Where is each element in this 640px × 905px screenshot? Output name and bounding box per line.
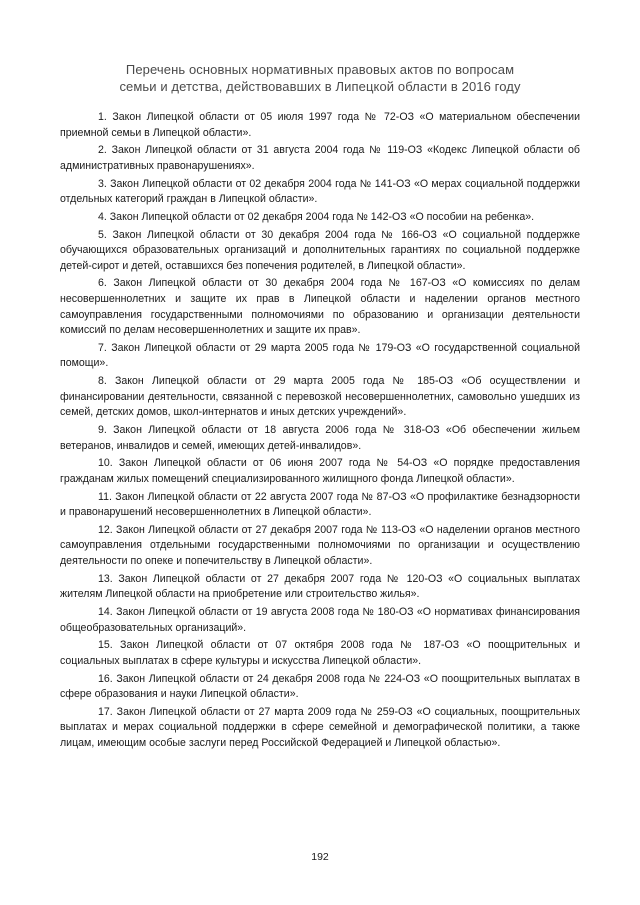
page-number: 192 xyxy=(311,851,329,863)
list-item: 15. Закон Липецкой области от 07 октября 2008 года № 187-ОЗ «О поощрительных и социальных выплатах в сфере культуры и искусства Липецкой области». xyxy=(60,639,580,667)
list-item: 5. Закон Липецкой области от 30 декабря 2004 года № 166-ОЗ «О социальной поддержке обучающихся образовательных организаций и дополнительных гарантиях по социальной поддержке детей-сирот и детей, оставшихся без попечения родителей, в Липецкой области». xyxy=(60,228,580,272)
list-item: 11. Закон Липецкой области от 22 августа 2007 года № 87-ОЗ «О профилактике безнадзорности и правонарушений несовершеннолетних в Липецкой области». xyxy=(60,490,580,519)
list-item: 7. Закон Липецкой области от 29 марта 2005 года № 179-ОЗ «О государственной социальной помощи». xyxy=(60,341,580,370)
list-item: 12. Закон Липецкой области от 27 декабря 2007 года № 113-ОЗ «О наделении органов местного самоуправления отдельными государственными полномочиями по организации и осуществлению деятельности по опеке и попечительству в Липецкой области». xyxy=(60,523,580,568)
page-title xyxy=(60,61,580,95)
list-item: 17. Закон Липецкой области от 27 марта 2009 года № 259-ОЗ «О социальных, поощрительных выплатах и мерах социальной поддержки в сфере семейной и демографической политики, а также лицам, имеющим особые заслуги перед Российской Федерацией и Липецкой областью». xyxy=(60,705,580,750)
list-item: 10. Закон Липецкой области от 06 июня 2007 года № 54-ОЗ «О порядке предоставления гражданам жилых помещений специализированного жилищного фонда Липецкой области». xyxy=(60,457,580,485)
list-item: 2. Закон Липецкой области от 31 августа 2004 года № 119-ОЗ «Кодекс Липецкой области об административных правонарушениях». xyxy=(60,144,580,172)
list-item: 6. Закон Липецкой области от 30 декабря 2004 года № 167-ОЗ «О комиссиях по делам несовершеннолетних и защите их прав в Липецкой области и наделении органов местного самоуправления государственными полномочиями по образованию и организации деятельности комиссий по делам несовершеннолетних и защите их прав». xyxy=(60,277,580,337)
list-item: 3. Закон Липецкой области от 02 декабря 2004 года № 141-ОЗ «О мерах социальной поддержки отдельных категорий граждан в Липецкой области». xyxy=(60,177,580,206)
list-item: 9. Закон Липецкой области от 18 августа 2006 года № 318-ОЗ «Об обеспечении жильем ветеранов, инвалидов и семей, имеющих детей-инвалидов». xyxy=(60,424,580,452)
list-item: 1. Закон Липецкой области от 05 июля 1997 года № 72-ОЗ «О материальном обеспечении приемной семьи в Липецкой области». xyxy=(60,111,580,139)
list-item: 4. Закон Липецкой области от 02 декабря 2004 года № 142-ОЗ «О пособии на ребенка». xyxy=(98,210,535,223)
law-list xyxy=(60,110,580,754)
title-line-2: семьи и детства, действовавших в Липецкой области в 2016 году xyxy=(119,79,521,94)
list-item: 16. Закон Липецкой области от 24 декабря 2008 года № 224-ОЗ «О поощрительных выплатах в сфере образования и науки Липецкой области». xyxy=(60,672,580,701)
list-item: 13. Закон Липецкой области от 27 декабря 2007 года № 120-ОЗ «О социальных выплатах жителям Липецкой области на приобретение или строительство жилья». xyxy=(60,572,580,601)
title-line-1: Перечень основных нормативных правовых актов по вопросам xyxy=(125,62,515,77)
list-item: 14. Закон Липецкой области от 19 августа 2008 года № 180-ОЗ «О нормативах финансирования общеобразовательных организаций». xyxy=(60,606,580,634)
list-item: 8. Закон Липецкой области от 29 марта 2005 года № 185-ОЗ «Об осуществлении и финансировании деятельности, связанной с перевозкой несовершеннолетних, самовольно ушедших из семей, детских домов, школ-интернатов и иных детских учреждений». xyxy=(60,375,580,419)
